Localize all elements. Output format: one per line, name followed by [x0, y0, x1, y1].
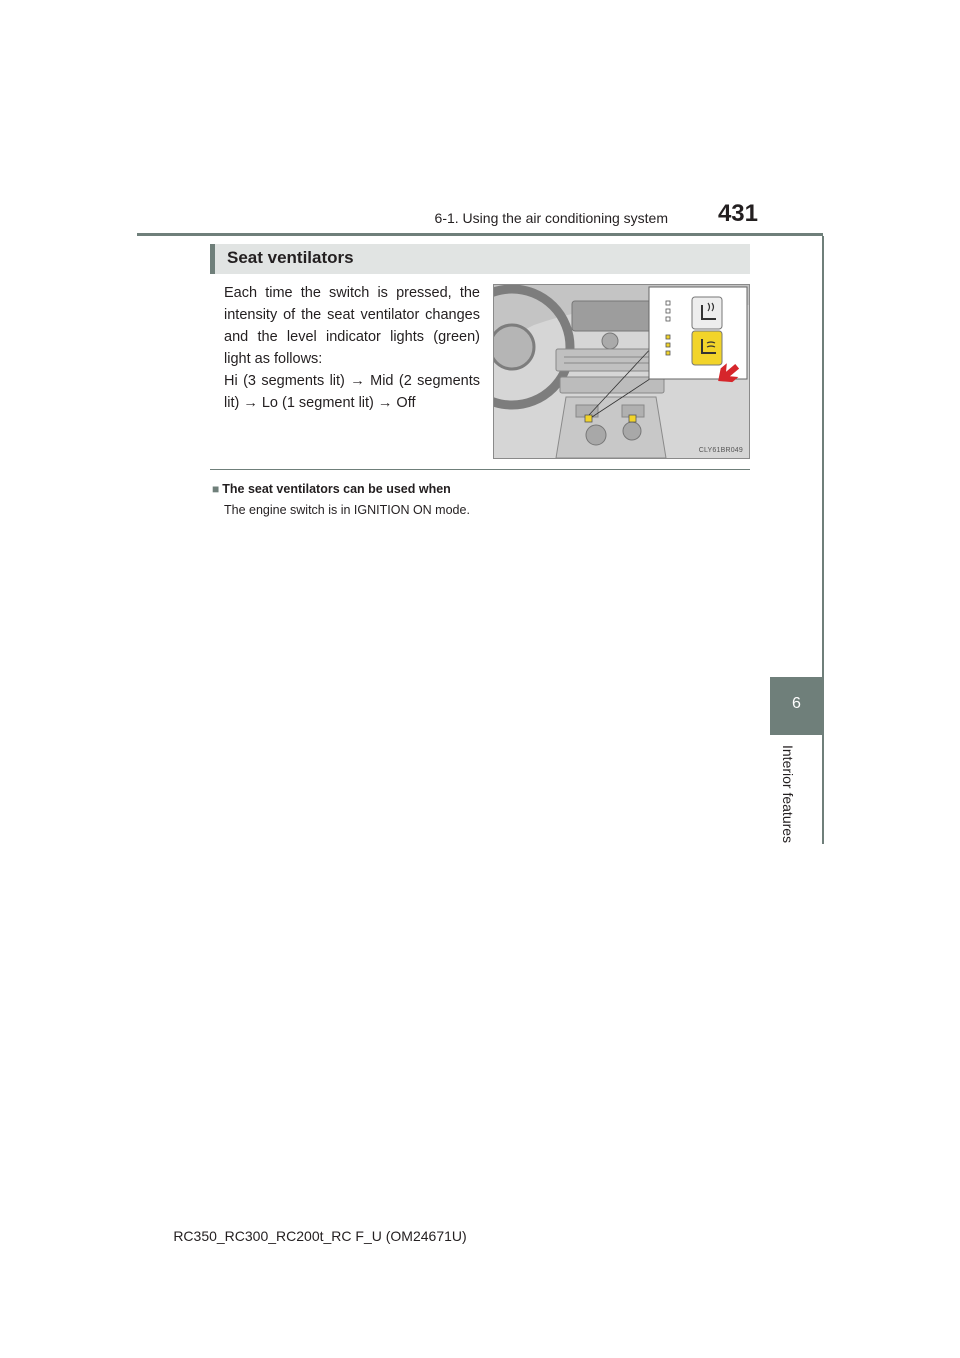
note-heading	[212, 482, 451, 496]
seat-heater-switch-icon	[692, 297, 722, 329]
body-paragraph-1: Each time the switch is pressed, the intensity of the seat ventilator changes and the level indicator lights (green) light as follows:	[224, 285, 480, 367]
square-bullet-icon: ■	[212, 482, 220, 496]
section-heading-bar	[210, 244, 750, 274]
header-rule	[137, 233, 823, 236]
seat-ventilator-switch-icon	[692, 331, 722, 365]
side-rule	[822, 236, 824, 844]
seat-ventilator-illustration	[493, 284, 750, 459]
chapter-label: Interior features	[780, 745, 796, 844]
footer-model: RC350_RC300_RC200t_RC F_U (OM24671U)	[173, 1228, 467, 1244]
note-text: The engine switch is in IGNITION ON mode.	[224, 503, 470, 517]
note-heading-text: The seat ventilators can be used when	[222, 482, 451, 496]
section-body	[224, 282, 480, 414]
page-number: 431	[717, 200, 758, 227]
illustration-code: CLY61BR049	[698, 447, 743, 454]
chapter-tab	[770, 677, 823, 735]
running-header-title: 6-1. Using the air conditioning system	[434, 210, 668, 226]
section-divider	[210, 469, 750, 470]
chapter-number: 6	[792, 695, 801, 712]
right-switch-marker	[629, 415, 636, 422]
left-switch-marker	[585, 415, 592, 422]
section-title: Seat ventilators	[227, 248, 354, 267]
body-paragraph-2: Hi (3 segments lit) → Mid (2 segments lit) → Lo (1 segment lit) → Off	[224, 373, 480, 411]
dashboard-drawing	[494, 285, 749, 458]
